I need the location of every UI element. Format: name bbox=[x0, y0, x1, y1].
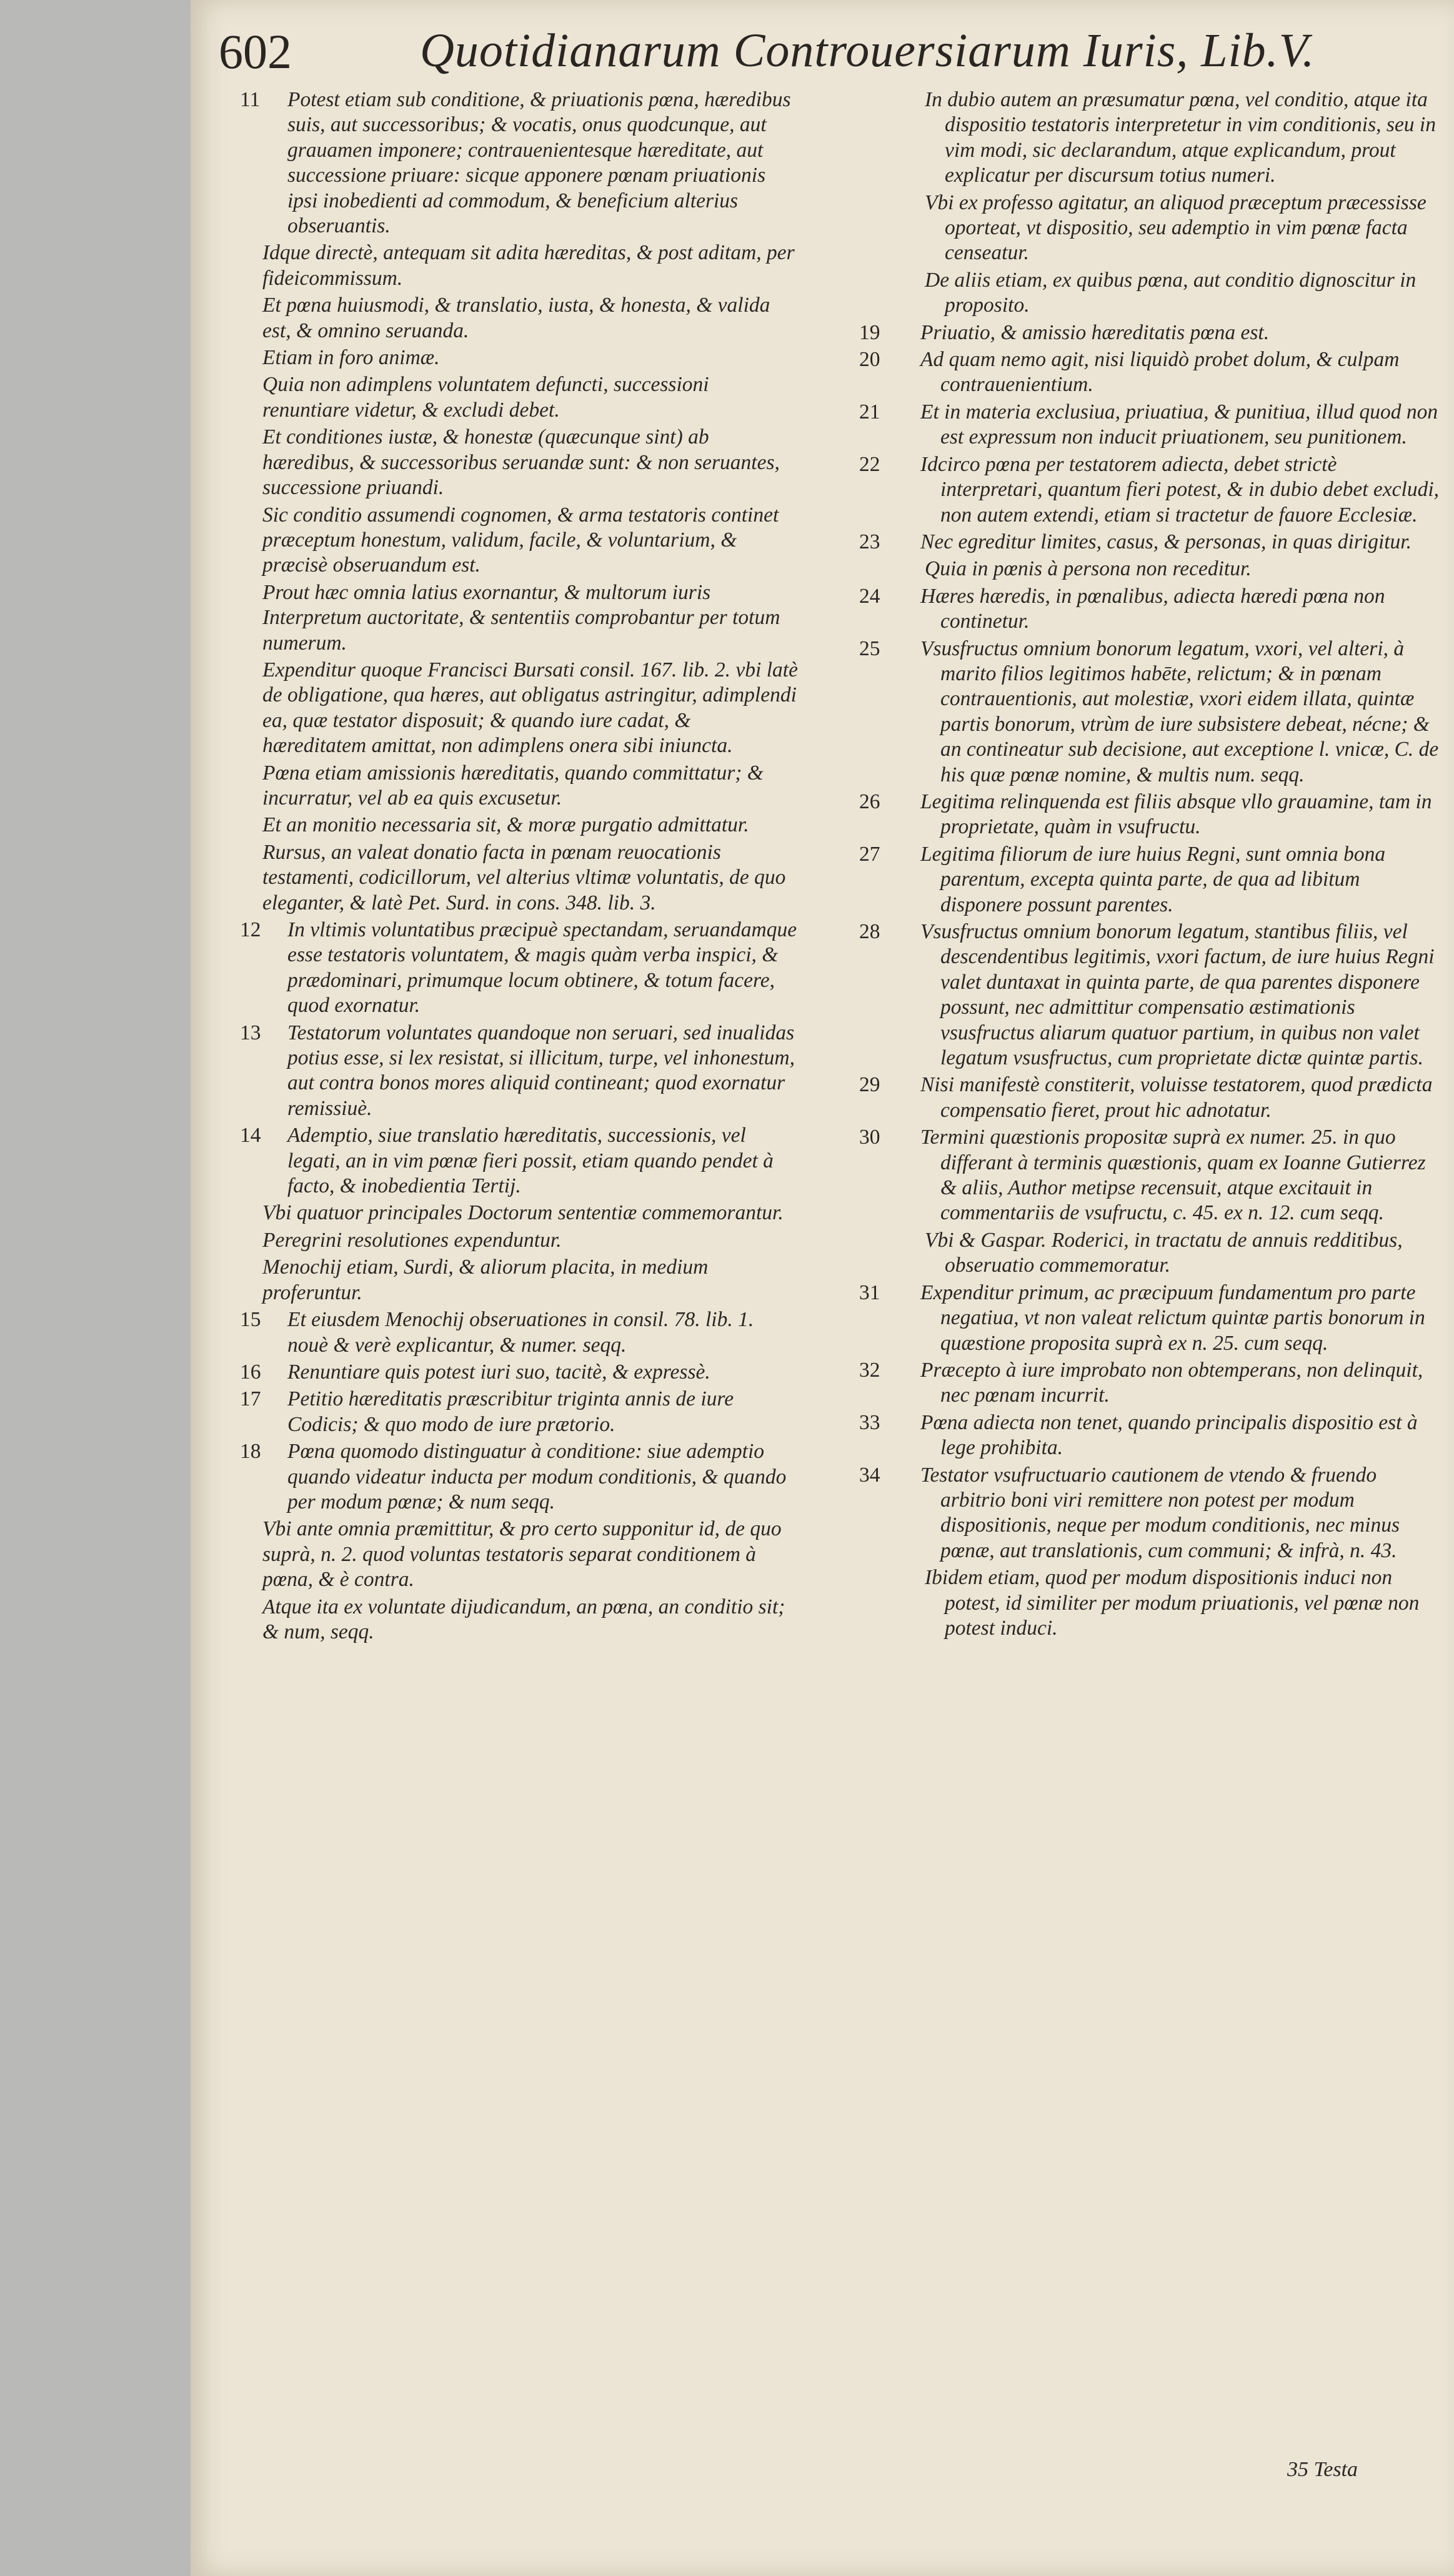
index-entry bbox=[226, 761, 798, 811]
entry-text: Testator vsufructuario cautionem de vtendo & fruendo arbitrio boni viri remittere non potest per modum dispositionis, neque per modum conditionis, nec minus pœnæ, aut translationis, cum communi; & infrà, n. 43. bbox=[920, 1463, 1400, 1562]
index-entry bbox=[859, 347, 1440, 398]
index-entry bbox=[859, 919, 1440, 1071]
index-entry bbox=[859, 557, 1440, 582]
entry-number: 15 bbox=[240, 1308, 261, 1332]
entry-number: 12 bbox=[240, 918, 261, 941]
entry-text: Legitima filiorum de iure huius Regni, sunt omnia bona parentum, excepta quinta parte, de qua ad libitum disponere possunt parentes. bbox=[920, 842, 1386, 916]
right-column bbox=[859, 87, 1440, 1643]
entry-number: 29 bbox=[859, 1073, 880, 1097]
index-entry bbox=[859, 1358, 1440, 1409]
entry-text: Prout hæc omnia latius exornantur, & multorum iuris Interpretum auctoritate, & sententiis comprobantur per totum numerum. bbox=[262, 580, 780, 655]
entry-number: 14 bbox=[240, 1124, 261, 1147]
entry-text: Et eiusdem Menochij obseruationes in consil. 78. lib. 1. nouè & verè explicantur, & numer. seqq. bbox=[287, 1308, 754, 1357]
entry-text: Sic conditio assumendi cognomen, & arma testatoris continet præceptum honestum, validum, facile, & voluntarium, & præcisè obseruandum est. bbox=[262, 503, 779, 577]
index-entry bbox=[859, 1410, 1440, 1461]
index-entry bbox=[226, 840, 798, 916]
index-entry bbox=[226, 918, 798, 1019]
entry-text: Pœna etiam amissionis hæreditatis, quando committatur; & incurratur, vel ab ea quis excusetur. bbox=[262, 761, 764, 810]
entry-number: 30 bbox=[859, 1126, 880, 1149]
index-entry bbox=[226, 1123, 798, 1199]
index-entry bbox=[226, 1021, 798, 1122]
index-entry bbox=[859, 191, 1440, 266]
index-entry bbox=[226, 1307, 798, 1358]
entry-number: 11 bbox=[240, 88, 261, 111]
entry-text: Ibidem etiam, quod per modum dispositionis induci non potest, id similiter per modum priuationis, vel pœnæ non potest induci. bbox=[925, 1566, 1420, 1640]
entry-text: Expenditur quoque Francisci Bursati consil. 167. lib. 2. vbi latè de obligatione, qua hæres, aut obligatus astringitur, adimplendi ea, quæ testator disposuit; & quando iure cadat, & hæreditatem amittat, non adimplens onera sibi iniuncta. bbox=[262, 658, 798, 758]
entry-number: 22 bbox=[859, 452, 880, 476]
index-entry bbox=[859, 1073, 1440, 1123]
entry-text: Vbi ante omnia præmittitur, & pro certo supponitur id, de quo suprà, n. 2. quod voluntas testatoris separat conditionem à pœna, & è contra. bbox=[262, 1517, 782, 1592]
index-entry bbox=[226, 345, 798, 370]
entry-text: Nisi manifestè constiterit, voluisse testatorem, quod prædicta compensatio fieret, prout hic adnotatur. bbox=[920, 1073, 1433, 1122]
index-entry bbox=[859, 790, 1440, 840]
catchword: 35 Testa bbox=[1287, 2458, 1358, 2481]
entry-text: Hæres hæredis, in pœnalibus, adiecta hæredi pœna non continetur. bbox=[920, 584, 1385, 633]
index-entry bbox=[859, 1281, 1440, 1356]
index-entry bbox=[859, 584, 1440, 635]
entry-number: 26 bbox=[859, 790, 880, 813]
entry-text: Legitima relinquenda est filiis absque vllo grauamine, tam in proprietate, quàm in vsufructu. bbox=[920, 790, 1432, 839]
entry-number: 16 bbox=[240, 1360, 261, 1384]
entry-text: Nec egreditur limites, casus, & personas, in quas dirigitur. bbox=[920, 530, 1412, 553]
entry-text: Præcepto à iure improbato non obtemperans, non delinquit, nec pœnam incurrit. bbox=[920, 1358, 1423, 1407]
entry-text: Pœna quomodo distinguatur à conditione: siue ademptio quando videatur inducta per modum conditionis, & quando per modum pœnæ; & num seqq. bbox=[287, 1440, 787, 1513]
page-header bbox=[219, 24, 1443, 92]
entry-number: 28 bbox=[859, 920, 880, 943]
entry-text: Petitio hæreditatis præscribitur triginta annis de iure Codicis; & quo modo de iure prætorio. bbox=[287, 1387, 734, 1436]
entry-text: Et an monitio necessaria sit, & moræ purgatio admittatur. bbox=[262, 813, 749, 837]
index-entry bbox=[226, 1595, 798, 1645]
index-entry bbox=[226, 1360, 798, 1385]
index-entry bbox=[226, 1201, 798, 1226]
entry-number: 32 bbox=[859, 1358, 880, 1382]
entry-text: Atque ita ex voluntate dijudicandum, an pœna, an conditio sit; & num, seqq. bbox=[262, 1595, 785, 1643]
index-entry bbox=[226, 240, 798, 291]
entry-text: Testatorum voluntates quandoque non seruari, sed inualidas potius esse, si lex resistat, si illicitum, turpe, vel inhonestum, aut contra bonos mores aliquid contineant; quod exornatur remissiuè. bbox=[287, 1021, 795, 1120]
page-number: 602 bbox=[219, 24, 292, 79]
index-entry bbox=[226, 1517, 798, 1592]
index-entry bbox=[226, 1387, 798, 1437]
entry-text: Menochij etiam, Surdi, & aliorum placita, in medium proferuntur. bbox=[262, 1256, 709, 1304]
entry-text: Renuntiare quis potest iuri suo, tacitè, & expressè. bbox=[287, 1360, 710, 1384]
index-entry bbox=[859, 530, 1440, 555]
entry-number: 33 bbox=[859, 1410, 880, 1434]
entry-text: Et in materia exclusiua, priuatiua, & punitiua, illud quod non est expressum non inducit priuationem, seu punitionem. bbox=[920, 400, 1438, 449]
entry-text: Vbi & Gaspar. Roderici, in tractatu de annuis redditibus, obseruatio commemoratur. bbox=[925, 1228, 1403, 1277]
entry-text: Vbi quatuor principales Doctorum sententiæ commemorantur. bbox=[262, 1201, 784, 1225]
entry-text: Ad quam nemo agit, nisi liquidò probet dolum, & culpam contrauenientium. bbox=[920, 348, 1400, 397]
entry-text: Vbi ex professo agitatur, an aliquod præceptum præcessisse oporteat, vt dispositio, seu ademptio in vim pœnæ facta censeatur. bbox=[925, 191, 1427, 265]
entry-number: 21 bbox=[859, 400, 880, 424]
entry-text: De aliis etiam, ex quibus pœna, aut conditio dignoscitur in proposito. bbox=[925, 268, 1417, 317]
entry-text: Etiam in foro animæ. bbox=[262, 346, 440, 370]
index-entry bbox=[226, 580, 798, 656]
index-entry bbox=[226, 293, 798, 344]
index-entry bbox=[859, 1125, 1440, 1226]
entry-number: 19 bbox=[859, 320, 880, 344]
entry-text: Quia non adimplens voluntatem defuncti, successioni renuntiare videtur, & excludi debet. bbox=[262, 373, 709, 422]
entry-number: 34 bbox=[859, 1463, 880, 1487]
index-entry bbox=[226, 1439, 798, 1515]
entry-text: Expenditur primum, ac præcipuum fundamentum pro parte negatiua, vt non valeat relictum quintæ partis bonorum in quæstione proposita suprà ex n. 25. cum seqq. bbox=[920, 1281, 1425, 1355]
index-entry bbox=[859, 268, 1440, 319]
index-entry bbox=[226, 1255, 798, 1305]
index-entry bbox=[226, 87, 798, 239]
entry-text: Et pœna huiusmodi, & translatio, iusta, & honesta, & valida est, & omnino seruanda. bbox=[262, 294, 770, 342]
entry-text: Termini quæstionis propositæ suprà ex numer. 25. in quo differant à terminis quæstionis, quam ex Ioanne Gutierrez & aliis, Author metipse recensuit, atque excitauit in commentariis de vsufructu, c. 45. ex n. 12. cum seqq. bbox=[920, 1126, 1426, 1225]
entry-text: Peregrini resolutiones expenduntur. bbox=[262, 1228, 562, 1252]
index-entry bbox=[226, 372, 798, 423]
index-entry bbox=[226, 1228, 798, 1253]
running-title: Quotidianarum Controuersiarum Iuris, Lib.V. bbox=[420, 24, 1315, 77]
index-entry bbox=[859, 1228, 1440, 1279]
index-entry bbox=[859, 320, 1440, 345]
entry-text: Vsusfructus omnium bonorum legatum, vxori, vel alteri, à marito filios legitimos habēte, relictum; & in pœnam contrauentionis, aut molestiæ, vxori eidem illata, quintæ partis bonorum, vtrùm de iure subsistere debeat, nécne; & an contineatur sub decisione, aut exceptione l. vnicæ, C. de his quæ pœnæ nomine, & multis num. seqq. bbox=[920, 637, 1439, 786]
entry-text: Quia in pœnis à persona non receditur. bbox=[925, 557, 1252, 581]
index-entry bbox=[859, 1463, 1440, 1564]
entry-number: 23 bbox=[859, 530, 880, 553]
entry-text: Ademptio, siue translatio hæreditatis, successionis, vel legati, an in vim pœnæ fieri possit, etiam quando pendet à facto, & inobedientia Tertij. bbox=[287, 1124, 774, 1198]
index-entry bbox=[226, 813, 798, 838]
entry-number: 13 bbox=[240, 1021, 261, 1044]
index-entry bbox=[859, 842, 1440, 918]
entry-number: 27 bbox=[859, 842, 880, 866]
entry-text: Pœna adiecta non tenet, quando principalis dispositio est à lege prohibita. bbox=[920, 1410, 1418, 1460]
index-entry bbox=[859, 637, 1440, 788]
entry-text: Rursus, an valeat donatio facta in pœnam reuocationis testamenti, codicillorum, vel alterius vltimæ voluntatis, de quo eleganter, & latè Pet. Surd. in cons. 348. lib. 3. bbox=[262, 840, 786, 914]
index-entry bbox=[859, 1565, 1440, 1641]
entry-text: Idque directè, antequam sit adita hæreditas, & post aditam, per fideicommissum. bbox=[262, 241, 795, 290]
entry-number: 24 bbox=[859, 584, 880, 608]
entry-number: 25 bbox=[859, 637, 880, 660]
entry-text: In vltimis voluntatibus præcipuè spectandam, seruandamque esse testatoris voluntatem, & magis quàm verba inspici, & prædominari, primumque locum obtinere, & totum facere, quod exornatur. bbox=[287, 918, 797, 1018]
index-entry bbox=[859, 400, 1440, 450]
entry-text: Vsusfructus omnium bonorum legatum, stantibus filiis, vel descendentibus legitimis, vxori factum, de iure huius Regni valet duntaxat in quinta parte, de qua parentes disponere possunt, nec admittitur compensatio æstimationis vsusfructus aliarum quatuor partium, in quibus non valet legatum vsusfructus, cum proprietate dictæ quintæ partis. bbox=[920, 920, 1435, 1070]
entry-text: Idcirco pœna per testatorem adiecta, debet strictè interpretari, quantum fieri potest, & in dubio debet excludi, non autem extendi, etiam si tractetur de fauore Ecclesiæ. bbox=[920, 452, 1439, 527]
entry-number: 20 bbox=[859, 348, 880, 372]
entry-number: 17 bbox=[240, 1387, 261, 1411]
entry-text: In dubio autem an præsumatur pœna, vel conditio, atque ita dispositio testatoris interpretetur in vim conditionis, seu in vim modi, sic declarandum, atque explicandum, prout explicatur per discursum totius numeri. bbox=[925, 88, 1436, 187]
entry-text: Priuatio, & amissio hæreditatis pœna est. bbox=[920, 320, 1270, 344]
index-entry bbox=[226, 503, 798, 578]
index-entry bbox=[859, 87, 1440, 189]
entry-number: 31 bbox=[859, 1281, 880, 1304]
left-column bbox=[226, 87, 798, 1647]
index-entry bbox=[226, 658, 798, 759]
index-entry bbox=[859, 452, 1440, 528]
index-entry bbox=[226, 425, 798, 500]
entry-text: Et conditiones iustæ, & honestæ (quæcunque sint) ab hæredibus, & successoribus seruandæ sunt: & non seruantes, successione priuandi. bbox=[262, 425, 780, 500]
entry-number: 18 bbox=[240, 1440, 261, 1464]
entry-text: Potest etiam sub conditione, & priuationis pœna, hæredibus suis, aut successoribus; & vocatis, onus quodcunque, aut grauamen imponere; contrauenientesque hæreditate, aut successione priuare: sicque apponere pœnam priuationis ipsi inobedienti ad commodum, & beneficium alterius obseruantis. bbox=[287, 88, 791, 238]
